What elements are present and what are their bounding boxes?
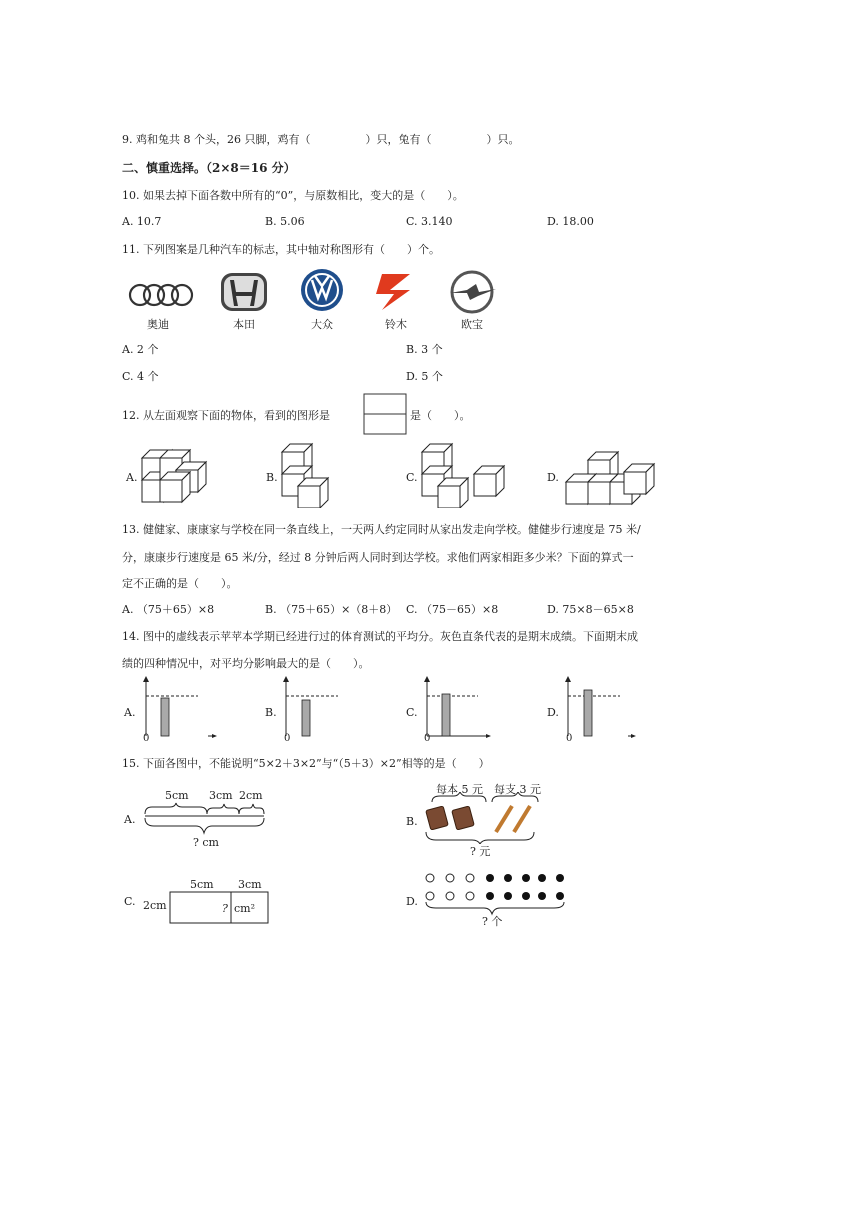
- q14-label-a: A.: [124, 706, 136, 719]
- q15-label-c: C.: [124, 895, 136, 908]
- q15-b-total: ? 元: [470, 845, 491, 858]
- q11-option-a: A. 2 个: [122, 343, 159, 356]
- q14-origin-b: 0: [284, 733, 291, 744]
- q14-chart-c: [424, 676, 491, 738]
- q14-origin-c: 0: [424, 733, 431, 744]
- section-title: 二、慎重选择。（2×8＝16 分）: [122, 161, 296, 175]
- q14-chart-b: [283, 676, 338, 736]
- question-15: 15. 下面各图中，不能说明“5×2＋3×2”与“（5＋3）×2”相等的是（ ）: [122, 757, 490, 770]
- audi-logo-icon: [130, 285, 192, 305]
- q12-figure-b: [282, 444, 328, 508]
- q10-option-b: B. 5.06: [265, 215, 305, 228]
- q12-label-d: D.: [547, 471, 559, 484]
- q12-label-a: A.: [126, 471, 138, 484]
- q12-side-view: [362, 392, 408, 436]
- car-logos: [120, 266, 520, 316]
- question-12: 12. 从左面观察下面的物体，看到的图形是: [122, 409, 330, 422]
- q15-c-width1: 5cm: [190, 878, 214, 891]
- q14-origin-a: 0: [143, 733, 150, 744]
- q12-label-c: C.: [406, 471, 418, 484]
- q15-a-seg2: 3cm: [209, 789, 233, 802]
- q10-option-a: A. 10.7: [122, 215, 162, 228]
- question-13-line1: 13. 健健家、康康家与学校在同一条直线上，一天两人约定同时从家出发走向学校。健健步行速度是 75 米/: [122, 523, 641, 536]
- q10-option-c: C. 3.140: [406, 215, 453, 228]
- logo-label-honda: 本田: [233, 318, 255, 331]
- q15-d-dots: [420, 870, 570, 916]
- question-14-line1: 14. 图中的虚线表示苹苹本学期已经进行过的体育测试的平均分。灰色直条代表的是期末成绩。下面期末成: [122, 630, 638, 643]
- question-13-line3: 定不正确的是（ ）。: [122, 577, 238, 590]
- q12-cube-figures: [120, 438, 680, 508]
- q14-charts: [120, 676, 640, 746]
- q15-c-width2: 3cm: [238, 878, 262, 891]
- q15-b-figure: [420, 792, 540, 844]
- q15-c-height: 2cm: [143, 899, 167, 912]
- q14-origin-d: 0: [566, 733, 573, 744]
- logo-label-vw: 大众: [311, 318, 333, 331]
- q11-option-c: C. 4 个: [122, 370, 159, 383]
- q15-label-a: A.: [124, 813, 136, 826]
- q14-chart-a: [143, 676, 217, 738]
- q15-a-seg1: 5cm: [165, 789, 189, 802]
- q15-b-price2: 每支 3 元: [494, 783, 541, 796]
- q15-c-unit: cm²: [234, 902, 256, 915]
- q13-option-c: C. （75－65）×8: [406, 603, 499, 616]
- pen-icon: [496, 806, 530, 832]
- q14-label-d: D.: [547, 706, 559, 719]
- logo-label-opel: 欧宝: [461, 318, 483, 331]
- q15-c-question: ?: [222, 902, 228, 915]
- q13-option-a: A. （75＋65）×8: [122, 603, 215, 616]
- question-10: 10. 如果去掉下面各数中所有的“0”，与原数相比，变大的是（ ）。: [122, 189, 464, 202]
- suzuki-logo-icon: [376, 274, 410, 310]
- q14-label-c: C.: [406, 706, 418, 719]
- question-13-line2: 分，康康步行速度是 65 米/分，经过 8 分钟后两人同时到达学校。求他们两家相距多少米？下面的算式一: [122, 551, 634, 564]
- q13-option-d: D. 75×8－65×8: [547, 603, 634, 616]
- logo-label-audi: 奥迪: [147, 318, 169, 331]
- q15-a-segment-figure: [140, 802, 270, 838]
- q15-c-rectangle: [169, 891, 271, 925]
- q12-figure-a: [142, 450, 206, 502]
- question-14-line2: 绩的四种情况中，对平均分影响最大的是（ ）。: [122, 657, 370, 670]
- question-11: 11. 下列图案是几种汽车的标志，其中轴对称图形有（ ）个。: [122, 243, 440, 256]
- q13-option-b: B. （75＋65）×（8＋8）: [265, 603, 398, 616]
- q14-label-b: B.: [265, 706, 277, 719]
- q15-label-d: D.: [406, 895, 418, 908]
- q15-a-total: ? cm: [193, 836, 219, 849]
- q15-b-price1: 每本 5 元: [436, 783, 483, 796]
- q10-option-d: D. 18.00: [547, 215, 594, 228]
- question-12-end: 是（ ）。: [410, 409, 471, 422]
- q15-d-total: ? 个: [482, 915, 503, 928]
- honda-logo-icon: [221, 273, 267, 311]
- logo-label-suzuki: 铃木: [385, 318, 407, 331]
- volkswagen-logo-icon: [301, 269, 343, 311]
- q12-figure-d: [566, 452, 654, 504]
- question-9: 9. 鸡和兔共 8 个头，26 只脚，鸡有（ ）只，兔有（ ）只。: [122, 133, 520, 146]
- q14-chart-d: [565, 676, 636, 738]
- notebook-icon: [426, 806, 475, 830]
- q11-option-b: B. 3 个: [406, 343, 443, 356]
- q15-label-b: B.: [406, 815, 418, 828]
- opel-logo-icon: [450, 272, 496, 312]
- q12-figure-c: [422, 444, 504, 508]
- q11-option-d: D. 5 个: [406, 370, 443, 383]
- q15-a-seg3: 2cm: [239, 789, 263, 802]
- q12-label-b: B.: [266, 471, 278, 484]
